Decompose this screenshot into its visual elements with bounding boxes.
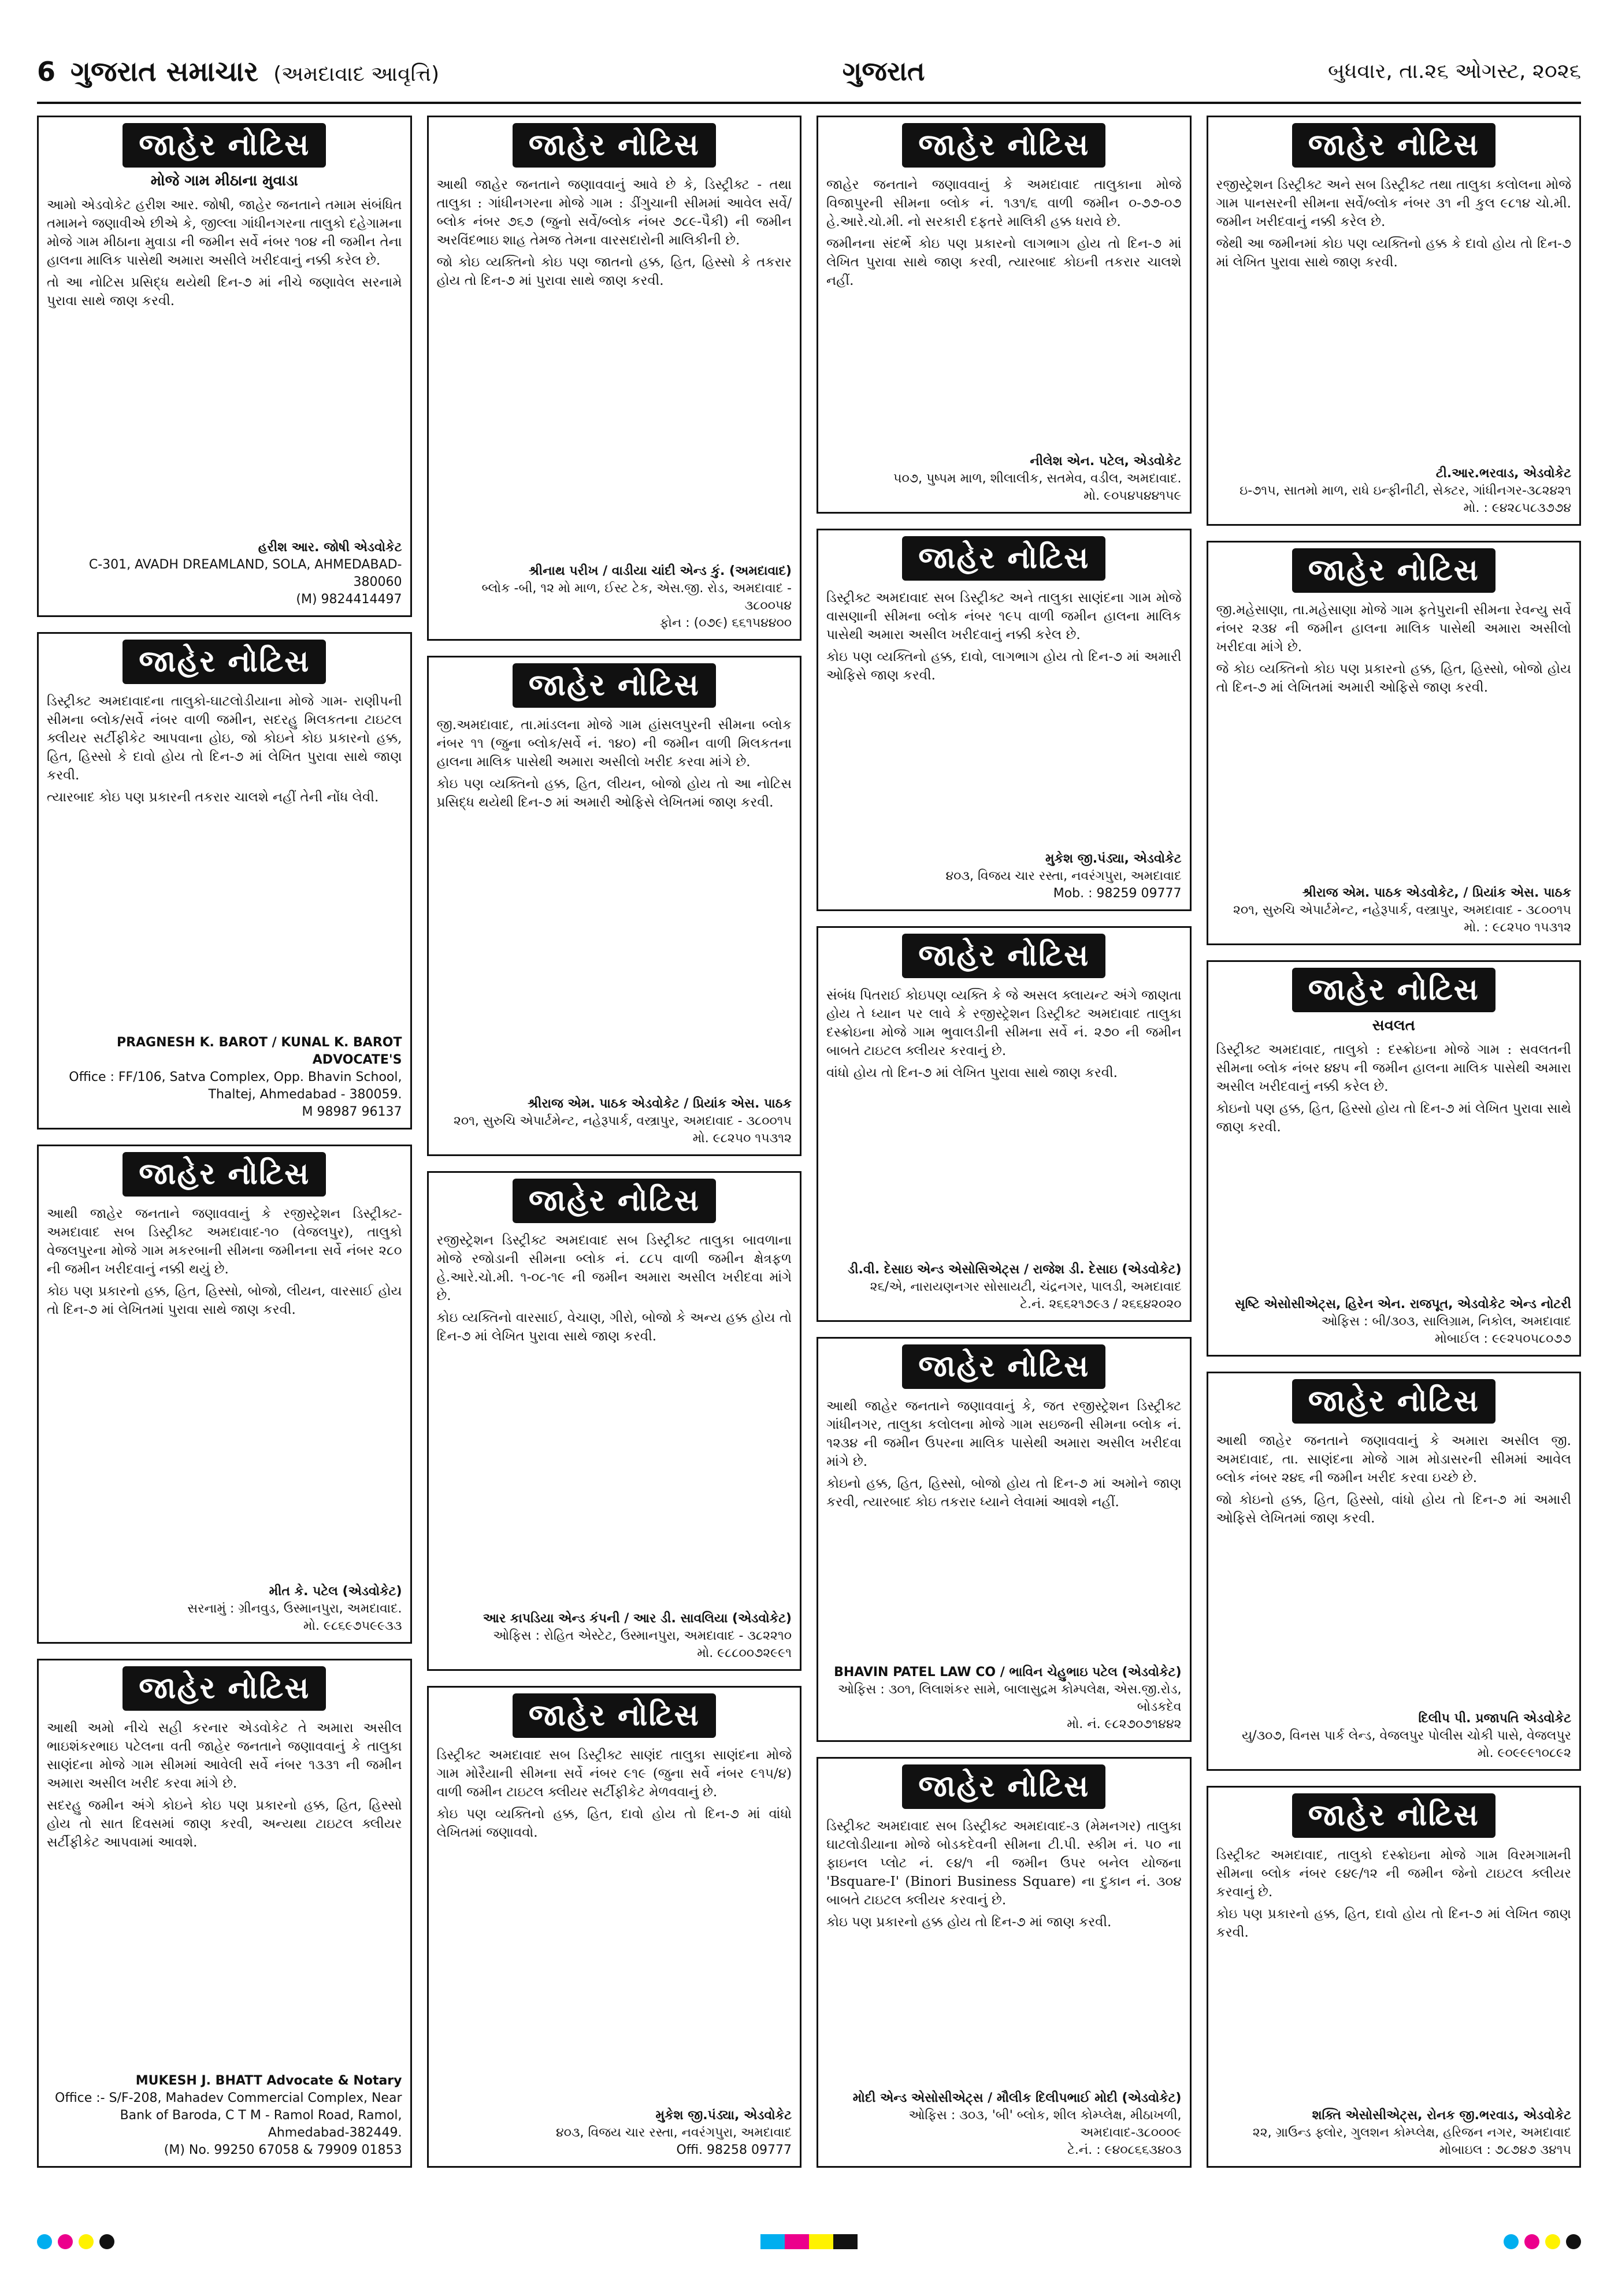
- advocate-address: યુ/૩૦૭, વિનસ પાર્ક લેન્ડ, વેજલપુર પોલીસ ચોકી પાસે, વેજલપુર: [1242, 1729, 1571, 1744]
- notice-paragraph: કોઇ પણ વ્યક્તિનો હક્ક, દાવો, લાગભાગ હોય તો દિન-૭ માં અમારી ઓફિસે જાણ કરવી.: [826, 649, 1182, 683]
- advocate-address: ૨૬/એ, નારાયણનગર સોસાયટી, ચંદ્રનગર, પાલડી, અમદાવાદ: [870, 1279, 1182, 1294]
- notice-body: [39, 1715, 410, 2069]
- public-notice: [1207, 1786, 1582, 2168]
- advocate-name: આર કાપડિયા એન્ડ કંપની / આર ડી. સાવલિયા (એડવોકેટ): [483, 1611, 792, 1626]
- advocate-name: સૃષ્ટિ એસોસીએટ્સ, હિરેન એન. રાજપૂત, એડવોકેટ એન્ડ નોટરી: [1234, 1296, 1571, 1312]
- advocate-name: PRAGNESH K. BAROT / KUNAL K. BAROT ADVOCATE'S: [116, 1035, 402, 1068]
- advocate-phone: મો. ૯૮૨૫૦ ૧૫૩૧૨: [692, 1131, 792, 1146]
- notice-paragraph: જેથી આ જમીનમાં કોઇ પણ વ્યક્તિનો હક્ક કે દાવો હોય તો દિન-૭ માં લેખિત પુરાવા સાથે જાણ કરવી.: [1216, 236, 1571, 270]
- page-number: 6: [37, 55, 56, 87]
- notice-body: [429, 1743, 800, 2104]
- advocate-address: ૪૦૩, વિજય ચાર રસ્તા, નવરંગપુરા, અમદાવાદ: [556, 2126, 792, 2140]
- public-notice: [37, 1145, 412, 1643]
- advocate-phone: મોબાઇલ : ૭૮૭૪૭ ૩૪૧૫: [1439, 2143, 1571, 2158]
- notice-signature: [818, 1660, 1190, 1740]
- registration-dot: [79, 2234, 94, 2249]
- advocate-name: દિલીપ પી. પ્રજાપતિ એડવોકેટ: [1418, 1711, 1571, 1726]
- public-notice: [1207, 541, 1582, 945]
- notice-body: [39, 1201, 410, 1579]
- notice-body: [429, 172, 800, 559]
- advocate-name: હરીશ આર. જોષી એડવોકેટ: [258, 540, 402, 555]
- public-notice: [37, 116, 412, 617]
- notice-title: જાહેર નોટિસ: [123, 123, 326, 168]
- notice-paragraph: ડિસ્ટ્રીક્ટ અમદાવાદ, તાલુકો : દસ્ક્રોઇના મોજે ગામ : સવલતની સીમના બ્લોક નંબર ૪૪૫ ની જમીન હાલના માલિક પાસેથી અમારા અસીલ ખરીદવાનું નક્કી કરેલ છે.: [1216, 1042, 1571, 1094]
- public-notice: [427, 116, 802, 641]
- public-notice: [37, 1659, 412, 2168]
- advocate-phone: Offi. 98258 09777: [676, 2143, 792, 2157]
- notice-signature: [429, 559, 800, 639]
- advocate-phone: ટે.નં. ૨૬૬૨૧૭૯૩ / ૨૬૬૪૨૦૨૦: [1020, 1296, 1182, 1312]
- advocate-address: સરનામું : ગ્રીનવુડ, ઉસ્માનપુરા, અમદાવાદ.: [187, 1601, 402, 1616]
- notice-paragraph: કોઇ પણ પ્રકારનો હક્ક હોય તો દિન-૭ માં જાણ કરવી.: [826, 1914, 1112, 1930]
- notice-signature: [818, 847, 1190, 909]
- advocate-address: ૨૨, ગ્રાઉન્ડ ફ્લોર, ગુલશન કોમ્પ્લેક્ષ, હરિજન નગર, અમદાવાદ: [1252, 2126, 1571, 2141]
- advocate-address: ૨૦૧, સુરુચિ એપાર્ટમેન્ટ, નહેરૂપાર્ક, વસ્ત્રાપુર, અમદાવાદ - ૩૮૦૦૧૫: [1233, 902, 1571, 917]
- advocate-phone: (M) 9824414497: [296, 592, 402, 607]
- advocate-address: ૪૦૩, વિજય ચાર રસ્તા, નવરંગપુરા, અમદાવાદ: [945, 869, 1182, 884]
- public-notice: [1207, 116, 1582, 526]
- notice-paragraph: કોઇ પણ વ્યક્તિનો હક્ક, હિત, લીયન, બોજો હોય તો આ નોટિસ પ્રસિદ્ધ થયેથી દિન-૭ માં અમારી ઓફિસે લેખિતમાં જાણ કરવી.: [436, 777, 792, 811]
- notice-paragraph: આથી જાહેર જનતાને જણાવવાનું કે અમારા અસીલ જી. અમદાવાદ, તા. સાણંદના મોજે ગામ મોડાસરની સીમમાં આવેલ બ્લોક નંબર ૨૪૬ ની જમીન ખરીદ કરવા ઇચ્છે છે.: [1216, 1433, 1571, 1485]
- notice-body: [818, 983, 1190, 1257]
- notice-paragraph: તો આ નોટિસ પ્રસિદ્ધ થયેથી દિન-૭ માં નીચે જણાવેલ સરનામે પુરાવા સાથે જાણ કરવી.: [47, 275, 402, 309]
- registration-dot: [58, 2234, 73, 2249]
- advocate-phone: મોબાઈલ : ૯૯૨૫૦૫૮૦૭૭: [1434, 1331, 1571, 1346]
- advocate-phone: (M) No. 99250 67058 & 79909 01853: [164, 2142, 402, 2157]
- notice-title: જાહેર નોટિસ: [1292, 548, 1495, 593]
- notice-body: [39, 689, 410, 1031]
- notice-body: [1208, 172, 1580, 462]
- section-title: ગુજરાત: [842, 55, 925, 87]
- notice-signature: [818, 1258, 1190, 1320]
- advocate-phone: મો. ૯૮૮૦૦૭૨૯૯૧: [697, 1645, 792, 1660]
- notice-title: જાહેર નોટિસ: [902, 536, 1105, 581]
- advocate-name: મુકેશ જી.પંડ્યા, એડવોકેટ: [655, 2108, 792, 2123]
- notice-subtitle: સવલત: [1372, 1016, 1415, 1034]
- advocate-phone: મો. ૯૮૬૯૭૫૯૯૩૩: [303, 1618, 402, 1633]
- advocate-phone: મો. : ૯૮૨૫૦ ૧૫૩૧૨: [1464, 920, 1571, 935]
- advocate-phone: Mob. : 98259 09777: [1053, 886, 1182, 901]
- notice-title: જાહેર નોટિસ: [902, 934, 1105, 978]
- notice-paragraph: રજીસ્ટ્રેશન ડિસ્ટ્રીક્ટ અને સબ ડિસ્ટ્રીક્ટ તથા તાલુકા કલોલના મોજે ગામ પાનસરની સીમના સર્વે/બ્લોક નંબર ૩૧ ની કુલ ૯૮૧૪ ચો.મી. જમીન ખરીદવાનું નક્કી કરેલ છે.: [1216, 177, 1571, 229]
- notice-body: [818, 1394, 1190, 1660]
- notice-paragraph: રજીસ્ટ્રેશન ડિસ્ટ્રીક્ટ અમદાવાદ સબ ડિસ્ટ્રીક્ટ તાલુકા બાવળાના મોજે રજોડાની સીમના બ્લોક નં. ૮૮૫ વાળી જમીન ક્ષેત્રફળ હે.આરે.ચો.મી. ૧-૦૮-૧૯ ની જમીન અમારા અસીલ ખરીદવા માંગે છે.: [436, 1233, 792, 1304]
- column: [427, 116, 802, 2168]
- newspaper-name: ગુજરાત સમાચાર: [70, 55, 259, 88]
- notice-paragraph: કોઇ પણ વ્યક્તિનો હક્ક, હિત, દાવો હોય તો દિન-૭ માં વાંધો લેખિતમાં જણાવવો.: [436, 1806, 792, 1840]
- advocate-name: ટી.આર.ભરવાડ, એડવોકેટ: [1435, 466, 1571, 481]
- notice-title: જાહેર નોટિસ: [123, 1152, 326, 1197]
- advocate-address: ઓફિસ : ૩૦૧, લિલાશંકર સામે, બાલાસુદ્રમ કોમ્પલેક્ષ, એસ.જી.રોડ, બોડકદેવ: [837, 1682, 1182, 1714]
- registration-dot: [99, 2234, 114, 2249]
- color-bar: [785, 2234, 809, 2249]
- notice-title: જાહેર નોટિસ: [513, 663, 716, 708]
- edition-label: (અમદાવાદ આવૃત્તિ): [273, 62, 440, 86]
- notice-paragraph: સંબંધ પિતરાઈ કોઇપણ વ્યક્તિ કે જે અસલ ક્લાયન્ટ અંગે જાણતા હોય તે ધ્યાન પર લાવે કે રજીસ્ટ્રેશન ડિસ્ટ્રીક્ટ અમદાવાદ તાલુકા દસ્ક્રોઇના મોજે ગામ ભુવાલડીની સીમના સર્વે નં. ૨૭૦ ની જમીન બાબતે ટાઇટલ ક્લીયર કરવાનું છે.: [826, 988, 1182, 1059]
- notice-signature: [1208, 1292, 1580, 1355]
- notice-paragraph: ડિસ્ટ્રીક્ટ અમદાવાદ સબ ડિસ્ટ્રીક્ટ અમદાવાદ-૩ (મેમનગર) તાલુકા ઘાટલોડીયાના મોજે બોડકદેવની સીમના ટી.પી. સ્કીમ નં. ૫૦ ના ફાઇનલ પ્લોટ નં. ૯૪/૧ ની જમીન ઉપર બનેલ યોજના 'Bsquare-I' (Binori Business Square) ના દુકાન નં. ૩૦૪ બાબતે ટાઇટલ ક્લીયર કરવાનું છે.: [826, 1818, 1182, 1908]
- notice-paragraph: કોઇનો હક્ક, હિત, હિસ્સો, બોજો હોય તો દિન-૭ માં અમોને જાણ કરવી, ત્યારબાદ કોઇ તકરાર ધ્યાને લેવામાં આવશે નહીં.: [826, 1476, 1182, 1510]
- notice-paragraph: આથી અમો નીચે સહી કરનાર એડવોકેટ તે અમારા અસીલ ભાઇશંકરભાઇ પટેલના વતી જાહેર જનતાને જણાવવાનું કે તાલુકા સાણંદના મોજે ગામ સીમમાં આવેલી સર્વે નંબર ૧૩૩૧ ની જમીન અમારા અસીલ ખરીદ કરવા માંગે છે.: [47, 1720, 402, 1791]
- advocate-name: નીલેશ એન. પટેલ, એડવોકેટ: [1030, 454, 1182, 469]
- public-notice: [817, 926, 1192, 1321]
- notice-body: [1208, 1428, 1580, 1707]
- notice-paragraph: આથી જાહેર જનતાને જણાવવાનું કે રજીસ્ટ્રેશન ડિસ્ટ્રીક્ટ-અમદાવાદ સબ ડિસ્ટ્રીક્ટ અમદાવાદ-૧૦ (વેજલપુર), તાલુકો વેજલપુરના મોજે ગામ મકરબાની સીમના જમીનના સર્વે નંબર ૨૮૦ ની જમીન ખરીદવાનું નક્કી થયું છે.: [47, 1206, 402, 1277]
- notice-signature: [818, 449, 1190, 512]
- column: [37, 116, 412, 2168]
- notice-paragraph: આમો એડવોકેટ હરીશ આર. જોષી, જાહેર જનતાને તમામ સંબંધિત તમામને જણાવીએ છીએ કે, જીલ્લા ગાંધીનગરના તાલુકો દહેગામના મોજે ગામ મીઠાના મુવાડા ની જમીન સર્વે નંબર ૧૦૪ ની જમીન તેના હાલના માલિક પાસેથી અમારા અસીલે ખરીદવાનું નક્કી કરેલ છે.: [47, 198, 402, 268]
- registration-dot: [37, 2234, 52, 2249]
- advocate-address: બ્લોક -બી, ૧૨ મો માળ, ઈસ્ટ ટેક, એસ.જી. રોડ, અમદાવાદ - ૩૮૦૦૫૪: [481, 581, 792, 614]
- public-notice: [817, 529, 1192, 911]
- advocate-address: Office :- S/F-208, Mahadev Commercial Complex, Near Bank of Baroda, C T M - Ramol Road, Ramol, Ahmedabad-382449.: [55, 2090, 402, 2140]
- notice-signature: [1208, 1707, 1580, 1769]
- advocate-name: મુકેશ જી.પંડ્યા, એડવોકેટ: [1045, 852, 1182, 867]
- advocate-name: શ્રીરાજ એમ. પાઠક એડવોકેટ, / પ્રિયાંક એસ. પાઠક: [1302, 885, 1571, 900]
- notice-body: [429, 712, 800, 1092]
- public-notice: [427, 1686, 802, 2168]
- notice-title: જાહેર નોટિસ: [902, 123, 1105, 168]
- notice-paragraph: કોઇનો પણ હક્ક, હિત, હિસ્સો હોય તો દિન-૭ માં લેખિત પુરાવા સાથે જાણ કરવી.: [1216, 1101, 1571, 1135]
- advocate-phone: ફોન : (૦૭૯) ૬૬૧૫૪૪૦૦: [659, 616, 792, 631]
- advocate-name: મીત કે. પટેલ (એડવોકેટ): [269, 1584, 402, 1599]
- public-notice: [1207, 1372, 1582, 1771]
- notice-signature: [429, 1607, 800, 1669]
- notice-paragraph: ડિસ્ટ્રીક્ટ અમદાવાદના તાલુકો-ઘાટલોડીયાના મોજે ગામ- રાણીપની સીમના બ્લોક/સર્વે નંબર વાળી જમીન, સદરહુ મિલકતના ટાઇટલ ક્લીયર સર્ટીફીકેટ આપવાના હોઇ, જો કોઇને કોઇ પ્રકારનો હક્ક, હિત, હિસ્સો કે દાવો હોય તો દિન-૭ માં લેખિત પુરાવા સાથે જાણ કરવી.: [47, 694, 402, 783]
- registration-dot: [1504, 2234, 1519, 2249]
- page-header: [37, 42, 1581, 104]
- notice-title: જાહેર નોટિસ: [1292, 1793, 1495, 1838]
- notice-signature: [818, 2086, 1190, 2166]
- advocate-name: મોદી એન્ડ એસોસીએટ્સ / મૌલીક દિલીપભાઈ મોદી (એડવોકેટ): [852, 2091, 1182, 2105]
- public-notice: [1207, 960, 1582, 1357]
- notice-body: [818, 172, 1190, 449]
- advocate-name: MUKESH J. BHATT Advocate & Notary: [135, 2073, 402, 2088]
- notice-paragraph: આથી જાહેર જનતાને જણાવવાનું આવે છે કે, ડિસ્ટ્રીક્ટ - તથા તાલુકા : ગાંધીનગરના મોજે ગામ : ડીંગુચાની સીમમાં આવેલ સર્વે/બ્લોક નંબર ૭૬૭ (જુનો સર્વે/બ્લોક નંબર ૭૮૯-પૈકી) ની જમીન અરવિંદભાઇ શાહ તેમજ તેમના વારસદારોની માલિકીની છે.: [436, 177, 792, 248]
- advocate-name: ડી.વી. દેસાઇ એન્ડ એસોસિએટ્સ / રાજેશ ડી. દેસાઇ (એડવોકેટ): [848, 1262, 1182, 1277]
- registration-marks-right: [1504, 2234, 1581, 2249]
- public-notice: [427, 656, 802, 1156]
- advocate-address: ૫૦૭, પુષ્પમ માળ, શીલાલીક, સતમેવ, વડીલ, અમદાવાદ.: [893, 471, 1182, 486]
- notice-paragraph: સદરહુ જમીન અંગે કોઇને કોઇ પણ પ્રકારનો હક્ક, હિત, હિસ્સો હોય તો સાત દિવસમાં જાણ કરવી, અન્યથા ટાઇટલ ક્લીયર સર્ટીફીકેટ આપવામાં આવશે.: [47, 1797, 402, 1850]
- notice-signature: [39, 2069, 410, 2166]
- notice-body: [818, 1814, 1190, 2086]
- notice-paragraph: જો કોઇ વ્યક્તિનો કોઇ પણ જાતનો હક્ક, હિત, હિસ્સો કે તકરાર હોય તો દિન-૭ માં પુરાવા સાથે જાણ કરવી.: [436, 255, 792, 288]
- notice-title: જાહેર નોટિસ: [902, 1344, 1105, 1389]
- notice-body: [818, 585, 1190, 847]
- public-notice: [817, 1757, 1192, 2168]
- notice-title: જાહેર નોટિસ: [902, 1764, 1105, 1809]
- notice-signature: [1208, 462, 1580, 524]
- color-bar: [809, 2234, 833, 2249]
- notice-title: જાહેર નોટિસ: [1292, 123, 1495, 168]
- color-bar: [760, 2234, 785, 2249]
- notice-paragraph: કોઇ પણ પ્રકારનો હક્ક, હિત, હિસ્સો, બોજો, લીયન, વારસાઈ હોય તો દિન-૭ માં લેખિતમાં પુરાવા સાથે જાણ કરવી.: [47, 1284, 402, 1318]
- registration-dot: [1566, 2234, 1581, 2249]
- notice-signature: [429, 1092, 800, 1154]
- notice-title: જાહેર નોટિસ: [123, 640, 326, 684]
- advocate-phone: મો. : ૯૪૨૮૫૮૩૭૭૪: [1463, 500, 1571, 515]
- notice-body: [429, 1228, 800, 1607]
- notice-paragraph: ડિસ્ટ્રીક્ટ અમદાવાદ સબ ડિસ્ટ્રીક્ટ અને તાલુકા સાણંદના ગામ મોજે વાસણાની સીમના બ્લોક નંબર ૧૯૫ વાળી જમીન હાલના માલિક પાસેથી અમારા અસીલ ખરીદવાનું નક્કી કરેલ છે.: [826, 590, 1182, 643]
- public-notice: [817, 116, 1192, 514]
- advocate-phone: મો. નં. ૯૮૨૭૦૭૧૪૪૨: [1067, 1717, 1182, 1732]
- notice-paragraph: આથી જાહેર જનતાને જણાવવાનું કે, જત રજીસ્ટ્રેશન ડિસ્ટ્રીક્ટ ગાંધીનગર, તાલુકા કલોલના મોજે ગામ સઇજની સીમના બ્લોક નં. ૧૨૩૪ ની જમીન ઉપરના માલિક પાસેથી અમારા અસીલ ખરીદવા માંગે છે.: [826, 1398, 1182, 1469]
- public-notice: [817, 1337, 1192, 1742]
- notice-paragraph: જે કોઇ વ્યક્તિનો કોઇ પણ પ્રકારનો હક્ક, હિત, હિસ્સો, બોજો હોય તો દિન-૭ માં લેખિતમાં અમારી ઓફિસે જાણ કરવી.: [1216, 661, 1571, 695]
- notice-subtitle: મોજે ગામ મીઠાના મુવાડા: [150, 172, 298, 190]
- notice-paragraph: કોઇ વ્યક્તિનો વારસાઈ, વેચાણ, ગીરો, બોજો કે અન્ય હક્ક હોય તો દિન-૭ માં લેખિત પુરાવા સાથે જાણ કરવી.: [436, 1310, 792, 1344]
- notice-paragraph: ડિસ્ટ્રીક્ટ અમદાવાદ, તાલુકો દસ્ક્રોઇના મોજે ગામ વિરમગામની સીમના બ્લોક નંબર ૯૪૯/૧૨ ની જમીન જેનો ટાઇટલ ક્લીયર કરવાનું છે.: [1216, 1848, 1571, 1900]
- advocate-address: ઓફિસ : ૩૦૩, 'બી' બ્લોક, શીલ કોમ્પ્લેક્ષ, મીઠાખળી, અમદાવાદ-૩૮૦૦૦૯: [908, 2108, 1182, 2140]
- advocate-address: ઇ-૭૧૫, સાતમો માળ, રાધે ઇન્ફીનીટી, સેક્ટર, ગાંધીનગર-૩૮૨૪૨૧: [1240, 483, 1571, 498]
- notice-signature: [39, 1580, 410, 1642]
- advocate-address: C-301, AVADH DREAMLAND, SOLA, AHMEDABAD-380060: [88, 558, 402, 590]
- advocate-phone: મો. ૯૦૫૪૫૪૪૧૫૯: [1083, 489, 1182, 504]
- notice-body: [1208, 1842, 1580, 2104]
- notice-title: જાહેર નોટિસ: [123, 1666, 326, 1711]
- color-bar: [833, 2234, 858, 2249]
- notice-paragraph: કોઇ પણ પ્રકારનો હક્ક, હિત, દાવો હોય તો દિન-૭ માં લેખિત જાણ કરવી.: [1216, 1907, 1571, 1941]
- notice-signature: [39, 536, 410, 615]
- notice-title: જાહેર નોટિસ: [1292, 968, 1495, 1012]
- notice-signature: [39, 1031, 410, 1128]
- notice-paragraph: વાંધો હોય તો દિન-૭ માં લેખિત પુરાવા સાથે જાણ કરવી.: [826, 1065, 1118, 1081]
- registration-dot: [1545, 2234, 1560, 2249]
- notice-signature: [1208, 2104, 1580, 2166]
- notice-title: જાહેર નોટિસ: [1292, 1379, 1495, 1424]
- advocate-name: શ્રીરાજ એમ. પાઠક એડવોકેટ / પ્રિયાંક એસ. પાઠક: [528, 1097, 792, 1112]
- advocate-phone: મો. ૯૦૯૯૯૧૦૮૯૨: [1477, 1746, 1571, 1761]
- public-notice: [37, 632, 412, 1130]
- notice-title: જાહેર નોટિસ: [513, 1179, 716, 1223]
- column: [1207, 116, 1582, 2168]
- advocate-phone: M 98987 96137: [302, 1105, 402, 1120]
- notice-signature: [1208, 881, 1580, 943]
- notice-paragraph: જમીનના સંદર્ભે કોઇ પણ પ્રકારનો લાગભાગ હોય તો દિન-૭ માં લેખિત પુરાવા સાથે જાણ કરવી, ત્યારબાદ કોઇની તકરાર ચાલશે નહીં.: [826, 236, 1182, 288]
- notice-body: [1208, 597, 1580, 881]
- notice-paragraph: જાહેર જનતાને જણાવવાનું કે અમદાવાદ તાલુકાના મોજે વિજાપુરની સીમના બ્લોક નં. ૧૩૧/૬ વાળી જમીન ૦-૭૭-૦૭ હે.આરે.ચો.મી. નો સરકારી દફતરે માલિકી હક્ક ધરાવે છે.: [826, 177, 1182, 229]
- advocate-address: ૨૦૧, સુરુચિ એપાર્ટમેન્ટ, નહેરૂપાર્ક, વસ્ત્રાપુર, અમદાવાદ - ૩૮૦૦૧૫: [453, 1114, 792, 1129]
- notice-paragraph: જી.મહેસાણા, તા.મહેસાણા મોજે ગામ ફતેપુરાની સીમના રેવન્યુ સર્વે નંબર ૨૩૪ ની જમીન હાલના માલિક પાસેથી અમારા અસીલો ખરીદવા માંગે છે.: [1216, 602, 1571, 655]
- notice-paragraph: ત્યારબાદ કોઇ પણ પ્રકારની તકરાર ચાલશે નહીં તેની નોંધ લેવી.: [47, 790, 379, 805]
- column: [817, 116, 1192, 2168]
- registration-marks-left: [37, 2234, 114, 2249]
- advocate-phone: ટે.નં. : ૯૪૦૮૬૬૩૪૦૩: [1067, 2143, 1182, 2157]
- notice-paragraph: જો કોઇનો હક્ક, હિત, હિસ્સો, વાંધો હોય તો દિન-૭ માં અમારી ઓફિસે લેખિતમાં જાણ કરવી.: [1216, 1492, 1571, 1526]
- registration-dot: [1524, 2234, 1539, 2249]
- notice-columns: [37, 116, 1581, 2168]
- advocate-name: શ્રીનાથ પરીખ / વાડીયા ચાંદી એન્ડ કું. (અમદાવાદ): [528, 564, 792, 579]
- advocate-name: શક્તિ એસોસીએટ્સ, રોનક જી.ભરવાડ, એડવોકેટ: [1312, 2108, 1571, 2123]
- notice-paragraph: જી.અમદાવાદ, તા.માંડલના મોજે ગામ હાંસલપુરની સીમના બ્લોક નંબર ૧૧ (જુના બ્લોક/સર્વે નં. ૧૪૦) ની જમીન વાળી મિલકતના હાલના માલિક પાસેથી અમારા અસીલો ખરીદ કરવા માંગે છે.: [436, 718, 792, 770]
- advocate-address: ઓફિસ : રોહિત એસ્ટેટ, ઉસ્માનપુરા, અમદાવાદ - ૩૮૨૨૧૦: [493, 1628, 792, 1643]
- notice-body: [39, 192, 410, 536]
- advocate-address: ઓફિસ : બી/૩૦૩, સાલિગ્રામ, નિકોલ, અમદાવાદ: [1321, 1314, 1571, 1329]
- notice-title: જાહેર નોટિસ: [513, 123, 716, 168]
- notice-title: જાહેર નોટિસ: [513, 1693, 716, 1738]
- notice-paragraph: ડિસ્ટ્રીક્ટ અમદાવાદ સબ ડિસ્ટ્રીક્ટ સાણંદ તાલુકા સાણંદના મોજે ગામ મોરૈયાની સીમના સર્વે નંબર ૯૧૯ (જુના સર્વે નંબર ૯૧૫/૪) વાળી જમીન ટાઇટલ ક્લીયર સર્ટીફીકેટ મેળવવાનું છે.: [436, 1747, 792, 1800]
- issue-date: બુધવાર, તા.૨૬ ઓગસ્ટ, ૨૦૨૬: [1328, 60, 1581, 83]
- notice-body: [1208, 1037, 1580, 1292]
- notice-signature: [429, 2104, 800, 2166]
- advocate-address: Office : FF/106, Satva Complex, Opp. Bhavin School, Thaltej, Ahmedabad - 380059.: [69, 1070, 402, 1102]
- print-marks: [37, 2230, 1581, 2253]
- public-notice: [427, 1171, 802, 1671]
- advocate-name: BHAVIN PATEL LAW CO / ભાવિન ચેહુભાઇ પટેલ (એડવોકેટ): [834, 1665, 1182, 1680]
- color-bars: [760, 2234, 858, 2249]
